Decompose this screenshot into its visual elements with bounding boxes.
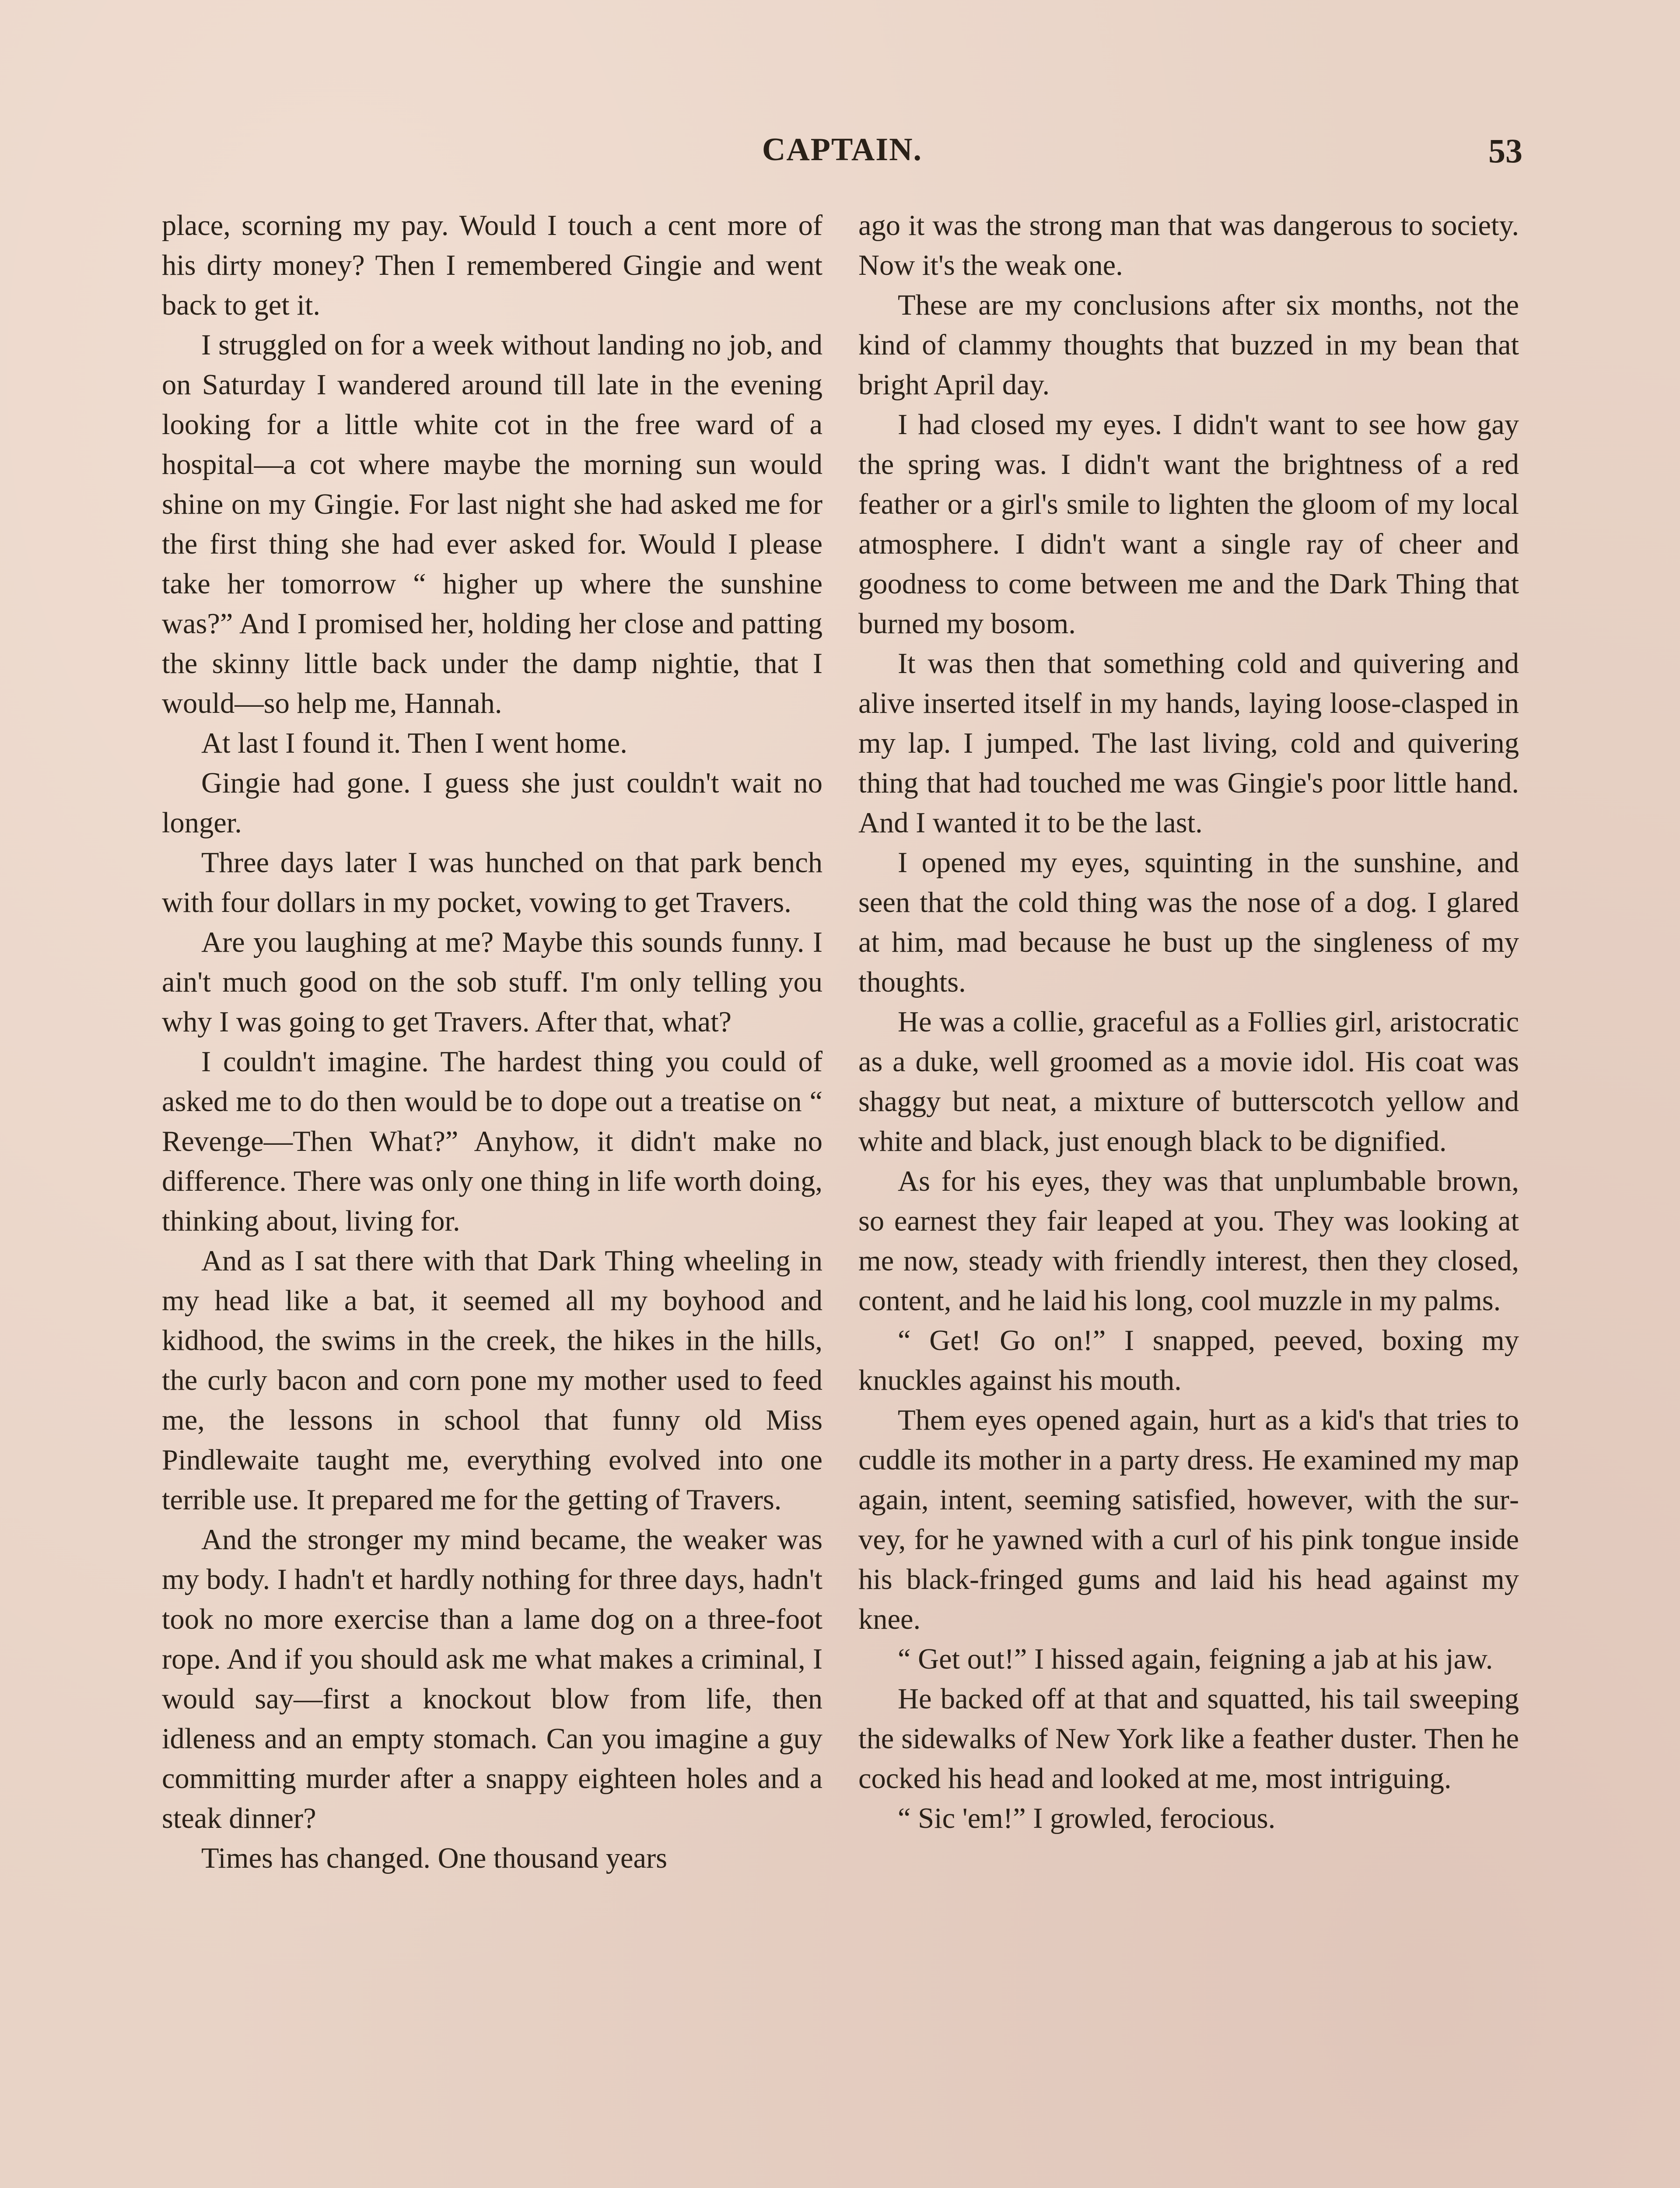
paragraph: “ Sic 'em!” I growled, ferocious.	[898, 1802, 1276, 1834]
paragraph: place, scorning my pay. Would I touch a cent more of his dirty money? Then I remembered Gingie and went back to get it.	[162, 210, 822, 321]
paragraph: He was a collie, graceful as a Follies girl, aristocratic as a duke, well groomed as a movie idol. His coat was shaggy but neat, a mixture of butterscotch yellow and white and black, just enough black to be dignified.	[858, 1006, 1519, 1157]
paragraph: Three days later I was hunched on that park bench with four dollars in my pocket, vowing to get Travers.	[162, 847, 822, 919]
running-head: CAPTAIN.	[762, 132, 923, 168]
paragraph: At last I found it. Then I went home.	[201, 727, 627, 759]
paragraph: As for his eyes, they was that unplumbable brown, so earnest they fair leaped at you. They was looking at me now, steady with friendly interest, then they closed, content, and he laid his long, cool muzzle in my palms.	[858, 1165, 1519, 1317]
page-number: 53	[1488, 132, 1522, 170]
paragraph: Gingie had gone. I guess she just couldn't wait no longer.	[162, 767, 822, 839]
paragraph: “ Get! Go on!” I snapped, peeved, boxing my knuckles against his mouth.	[858, 1325, 1519, 1396]
paragraph: He backed off at that and squatted, his tail sweeping the sidewalks of New York like a feather duster. Then he cocked his head and looked at me, most intriguing.	[858, 1683, 1519, 1795]
paragraph: These are my conclusions after six months, not the kind of clammy thoughts that buzzed in my bean that bright April day.	[858, 289, 1519, 401]
paragraph: And the stronger my mind became, the weaker was my body. I hadn't et hardly nothing for three days, hadn't took no more exercise than a lame dog on a three-foot rope. And if you should ask me what makes a criminal, I would say—first a knockout blow from life, then idleness and an empty stomach. Can you imagine a guy committing murder after a snappy eighteen holes and a steak dinner?	[162, 1524, 822, 1834]
paragraph: I couldn't imagine. The hardest thing you could of asked me to do then would be to dope out a treatise on “ Revenge—Then What?” Anyhow, it didn't make no difference. There was only one thing in life worth doing, thinking about, living for.	[162, 1046, 822, 1237]
page-header	[162, 131, 1522, 179]
paragraph: Are you laughing at me? Maybe this sounds funny. I ain't much good on the sob stuff. I'm only telling you why I was going to get Travers. After that, what?	[162, 926, 822, 1038]
right-column	[858, 206, 1519, 1838]
paragraph: Times has changed. One thousand years	[201, 1842, 668, 1874]
paragraph: ago it was the strong man that was dangerous to society. Now it's the weak one.	[858, 210, 1519, 281]
left-column	[162, 206, 822, 1878]
paragraph: It was then that something cold and quivering and alive inserted itself in my hands, laying loose-clasped in my lap. I jumped. The last living, cold and quivering thing that had touched me was Gingie's poor little hand. And I wanted it to be the last.	[858, 648, 1519, 839]
paragraph: I struggled on for a week without landing no job, and on Saturday I wandered around till late in the evening looking for a little white cot in the free ward of a hospital—a cot where maybe the morning sun would shine on my Gingie. For last night she had asked me for the first thing she had ever asked for. Would I please take her tomorrow “ higher up where the sunshine was?” And I promised her, holding her close and patting the skinny little back under the damp nightie, that I would—so help me, Hannah.	[162, 329, 822, 719]
paragraph: “ Get out!” I hissed again, feigning a jab at his jaw.	[898, 1643, 1493, 1675]
paragraph: Them eyes opened again, hurt as a kid's that tries to cuddle its mother in a party dress. He examined my map again, intent, seeming satisfied, however, with the survey, for he yawned with a curl of his pink tongue inside his black-fringed gums and laid his head against my knee.	[858, 1404, 1519, 1635]
paragraph: I opened my eyes, squinting in the sunshine, and seen that the cold thing was the nose of a dog. I glared at him, mad because he bust up the singleness of my thoughts.	[858, 847, 1519, 998]
paragraph: I had closed my eyes. I didn't want to see how gay the spring was. I didn't want the brightness of a red feather or a girl's smile to lighten the gloom of my local atmosphere. I didn't want a single ray of cheer and goodness to come between me and the Dark Thing that burned my bosom.	[858, 409, 1519, 640]
paragraph: And as I sat there with that Dark Thing wheeling in my head like a bat, it seemed all my boyhood and kidhood, the swims in the creek, the hikes in the hills, the curly bacon and corn pone my mother used to feed me, the lessons in school that funny old Miss Pindlewaite taught me, everything evolved into one terrible use. It prepared me for the getting of Travers.	[162, 1245, 822, 1516]
